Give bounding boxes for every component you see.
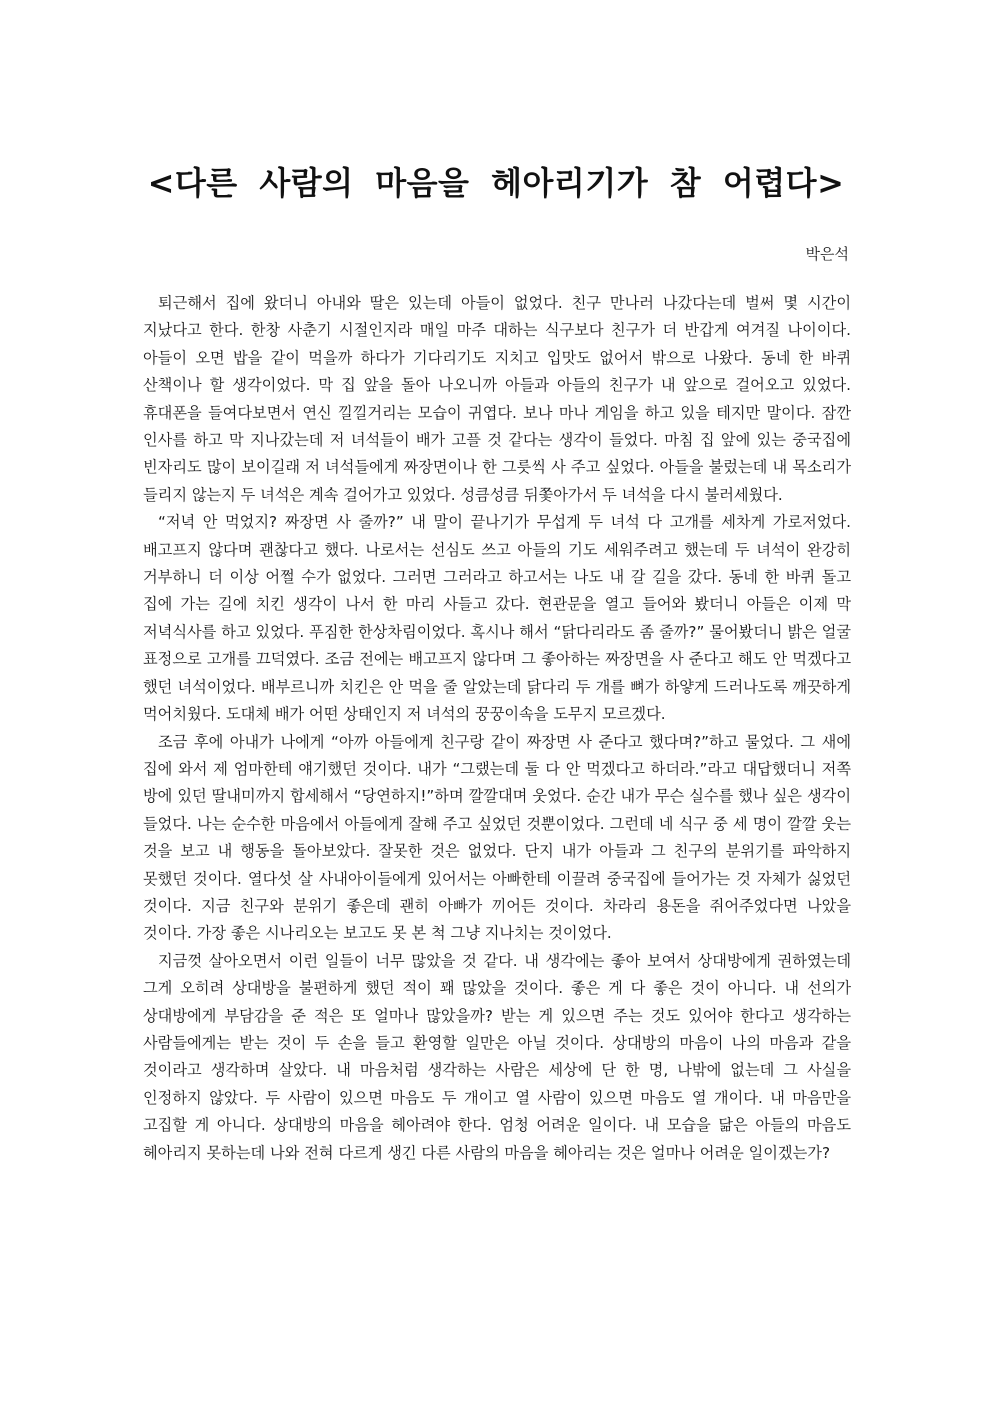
essay-body [143,290,851,1167]
paragraph-3: 조금 후에 아내가 나에게 “아까 아들에게 친구랑 같이 짜장면 사 준다고 했다며?”하고 물었다. 그 새에 집에 와서 제 엄마한테 얘기했던 것이다. 내가 “그랬는데 둘 다 안 먹겠다고 하더라.”라고 대답했더니 저쪽 방에 있던 딸내미까지 합세해서 “당연하지!”하며 깔깔대며 웃었다. 순간 내가 무슨 실수를 했나 싶은 생각이 들었다. 나는 순수한 마음에서 아들에게 잘해 주고 싶었던 것뿐이었다. 그런데 네 식구 중 세 명이 깔깔 웃는 것을 보고 내 행동을 돌아보았다. 잘못한 것은 없었다. 단지 내가 아들과 그 친구의 분위기를 파악하지 못했던 것이다. 열다섯 살 사내아이들에게 있어서는 아빠한테 이끌려 중국집에 들어가는 것 자체가 싫었던 것이다. 지금 친구와 분위기 좋은데 괜히 아빠가 끼어든 것이다. 차라리 용돈을 쥐어주었다면 나았을 것이다. 가장 좋은 시나리오는 보고도 못 본 척 그냥 지나치는 것이었다. [143,732,851,943]
paragraph-4: 지금껏 살아오면서 이런 일들이 너무 많았을 것 같다. 내 생각에는 좋아 보여서 상대방에게 권하였는데 그게 오히려 상대방을 불편하게 했던 적이 꽤 많았을 것이다. 좋은 게 다 좋은 것이 아니다. 내 선의가 상대방에게 부담감을 준 적은 또 얼마나 많았을까? 받는 게 있으면 주는 것도 있어야 한다고 생각하는 사람들에게는 받는 것이 두 손을 들고 환영할 일만은 아닐 것이다. 상대방의 마음이 나의 마음과 같을 것이라고 생각하며 살았다. 내 마음처럼 생각하는 사람은 세상에 단 한 명, 나밖에 없는데 그 사실을 인정하지 않았다. 두 사람이 있으면 마음도 두 개이고 열 사람이 있으면 마음도 열 개이다. 내 마음만을 고집할 게 아니다. 상대방의 마음을 헤아려야 한다. 엄청 어려운 일이다. 내 모습을 닮은 아들의 마음도 헤아리지 못하는데 나와 전혀 다르게 생긴 다른 사람의 마음을 헤아리는 것은 얼마나 어려운 일이겠는가? [143,951,851,1162]
author-name: 박은석 [805,245,849,263]
paragraph-1: 퇴근해서 집에 왔더니 아내와 딸은 있는데 아들이 없었다. 친구 만나러 나갔다는데 벌써 몇 시간이 지났다고 한다. 한창 사춘기 시절인지라 매일 마주 대하는 식구보다 친구가 더 반갑게 여겨질 나이이다. 아들이 오면 밥을 같이 먹을까 하다가 기다리기도 지치고 입맛도 없어서 밖으로 나왔다. 동네 한 바퀴 산책이나 할 생각이었다. 막 집 앞을 돌아 나오니까 아들과 아들의 친구가 내 앞으로 걸어오고 있었다. 휴대폰을 들여다보면서 연신 낄낄거리는 모습이 귀엽다. 보나 마나 게임을 하고 있을 테지만 말이다. 잠깐 인사를 하고 막 지나갔는데 저 녀석들이 배가 고플 것 같다는 생각이 들었다. 마침 집 앞에 있는 중국집에 빈자리도 많이 보이길래 저 녀석들에게 짜장면이나 한 그릇씩 사 주고 싶었다. 아들을 불렀는데 내 목소리가 들리지 않는지 두 녀석은 계속 걸어가고 있었다. 성큼성큼 뒤쫓아가서 두 녀석을 다시 불러세웠다. [143,294,851,504]
paragraph-2: “저녁 안 먹었지? 짜장면 사 줄까?” 내 말이 끝나기가 무섭게 두 녀석 다 고개를 세차게 가로저었다. 배고프지 않다며 괜찮다고 했다. 나로서는 선심도 쓰고 아들의 기도 세워주려고 했는데 두 녀석이 완강히 거부하니 더 이상 어쩔 수가 없었다. 그러면 그러라고 하고서는 나도 내 갈 길을 갔다. 동네 한 바퀴 돌고 집에 가는 길에 치킨 생각이 나서 한 마리 사들고 갔다. 현관문을 열고 들어와 봤더니 아들은 이제 막 저녁식사를 하고 있었다. 푸짐한 한상차림이었다. 혹시나 해서 “닭다리라도 좀 줄까?” 물어봤더니 밝은 얼굴 표정으로 고개를 끄덕였다. 조금 전에는 배고프지 않다며 그 좋아하는 짜장면을 사 준다고 해도 안 먹겠다고 했던 녀석이었다. 배부르니까 치킨은 안 먹을 줄 알았는데 닭다리 두 개를 뼈가 하얗게 드러나도록 깨끗하게 먹어치웠다. 도대체 배가 어떤 상태인지 저 녀석의 꿍꿍이속을 도무지 모르겠다. [143,513,851,724]
document-title: <다른 사람의 마음을 헤아리기가 참 어렵다> [147,164,845,202]
